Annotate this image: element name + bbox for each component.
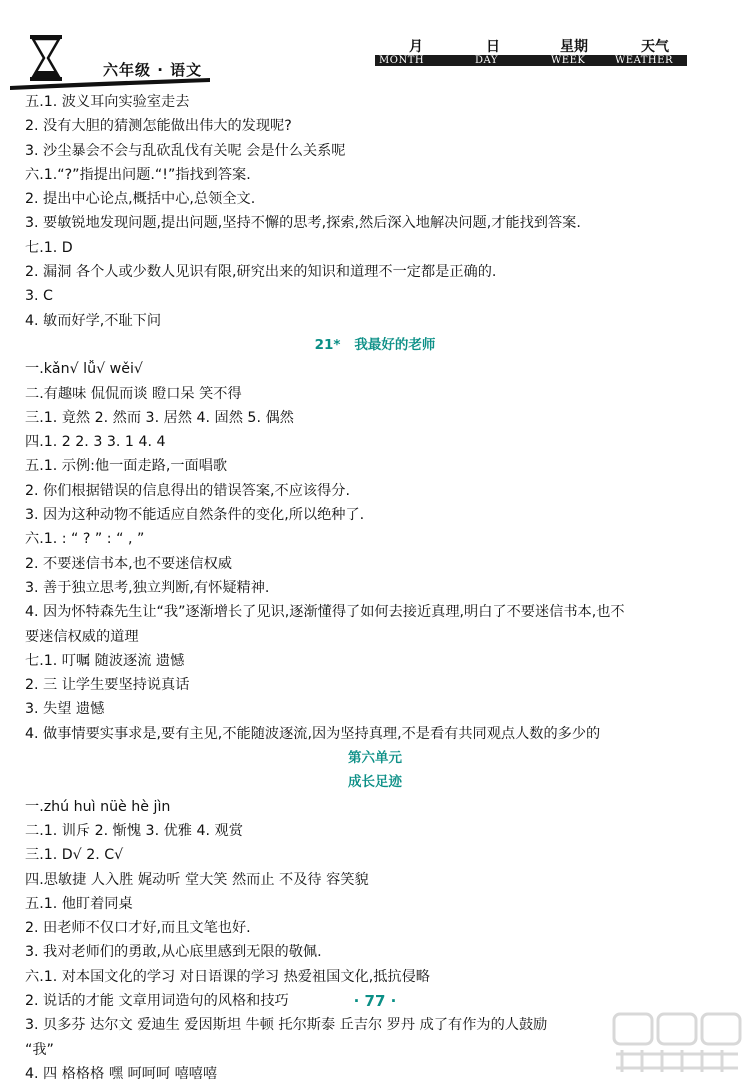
unit-title: 第六单元 — [348, 750, 402, 767]
lesson-heading — [25, 333, 725, 357]
answer-line: 4. 因为怀特森先生让“我”逐渐增长了见识,逐渐懂得了如何去接近真理,明白了不要迷信书本,也不 — [25, 604, 625, 621]
answer-line: 五.1. 他盯着同桌 — [25, 895, 133, 912]
answer-line: 2. 漏洞 各个人或少数人见识有限,研究出来的知识和道理不一定都是正确的. — [25, 264, 497, 281]
weather-en-label: WEATHER — [615, 55, 673, 66]
answer-line: 要迷信权威的道理 — [25, 628, 139, 645]
grade-subject-label: 六年级 · 语文 — [103, 61, 203, 79]
month-en-label: MONTH — [379, 55, 425, 66]
answer-line: 4. 四 格格格 嘿 呵呵呵 嘻嘻嘻 — [25, 1065, 218, 1082]
answer-line: 3. C — [25, 288, 53, 305]
answer-line: 3. 因为这种动物不能适应自然条件的变化,所以绝种了. — [25, 507, 365, 524]
answer-line: 二.有趣味 侃侃而谈 瞪口呆 笑不得 — [25, 385, 242, 402]
page-number: · 77 · — [353, 992, 397, 1010]
answer-line: 2. 没有大胆的猜测怎能做出伟大的发现呢? — [25, 118, 292, 135]
unit-subtitle: 成长足迹 — [348, 774, 402, 791]
week-label: 星期 — [560, 39, 588, 55]
answer-line: 3. 沙尘暴会不会与乱砍乱伐有关呢 会是什么关系呢 — [25, 142, 346, 159]
answer-content — [25, 90, 725, 1086]
answer-line: 三.1. D√ 2. C√ — [25, 847, 124, 864]
month-label: 月 — [409, 39, 423, 55]
page-header — [0, 0, 750, 90]
answer-line: 四.思敏捷 人入胜 娓动听 堂大笑 然而止 不及待 容笑貌 — [25, 871, 369, 888]
answer-line: 3. 失望 遗憾 — [25, 701, 105, 718]
answer-line: 六.1. : “ ? ” : “ , ” — [25, 531, 145, 548]
answer-line: 五.1. 示例:他一面走路,一面唱歌 — [25, 458, 228, 475]
answer-line: 2. 你们根据错误的信息得出的错误答案,不应该得分. — [25, 482, 351, 499]
answer-line: 3. 我对老师们的勇敢,从心底里感到无限的敬佩. — [25, 944, 322, 961]
lesson-number: 21* — [314, 336, 341, 353]
answer-line: 3. 善于独立思考,独立判断,有怀疑精神. — [25, 579, 270, 596]
week-en-label: WEEK — [551, 55, 586, 66]
answer-line: 2. 田老师不仅口才好,而且文笔也好. — [25, 920, 251, 937]
day-en-label: DAY — [475, 55, 498, 66]
lesson-title: 我最好的老师 — [354, 336, 436, 353]
weather-label: 天气 — [641, 39, 669, 55]
answer-line: 一.kǎn√ lǚ√ wěi√ — [25, 361, 143, 378]
answer-line: 七.1. D — [25, 239, 73, 256]
answer-line: 六.1.“?”指提出问题.“!”指找到答案. — [25, 166, 251, 183]
answer-line: 二.1. 训斥 2. 惭愧 3. 优雅 4. 观赏 — [25, 822, 243, 839]
answer-line: 3. 贝多芬 达尔文 爱迪生 爱因斯坦 牛顿 托尔斯泰 丘吉尔 罗丹 成了有作为的人鼓励 — [25, 1017, 548, 1034]
watermark-logo — [608, 1008, 746, 1074]
answer-line: 2. 提出中心论点,概括中心,总领全文. — [25, 191, 256, 208]
answer-line: 3. 要敏锐地发现问题,提出问题,坚持不懈的思考,探索,然后深入地解决问题,才能找到答案. — [25, 215, 581, 232]
answer-line: 三.1. 竟然 2. 然而 3. 居然 4. 固然 5. 偶然 — [25, 409, 294, 426]
answer-line: 2. 不要迷信书本,也不要迷信权威 — [25, 555, 232, 572]
answer-line: “我” — [25, 1041, 54, 1058]
answer-line: 4. 做事情要实事求是,要有主见,不能随波逐流,因为坚持真理,不是看有共同观点人数的多少的 — [25, 725, 601, 742]
answer-line: 五.1. 波义耳向实验室走去 — [25, 94, 190, 110]
answer-line: 七.1. 叮嘱 随波逐流 遗憾 — [25, 652, 185, 669]
answer-line: 2. 说话的才能 文章用词造句的风格和技巧 — [25, 992, 289, 1009]
day-label: 日 — [486, 39, 500, 55]
answer-line: 六.1. 对本国文化的学习 对日语课的学习 热爱祖国文化,抵抗侵略 — [25, 968, 430, 985]
answer-line: 一.zhú huì nüè hè jìn — [25, 798, 171, 815]
answer-line: 四.1. 2 2. 3 3. 1 4. 4 — [25, 434, 166, 451]
answer-line: 4. 敏而好学,不耻下问 — [25, 312, 162, 329]
answer-line: 2. 三 让学生要坚持说真话 — [25, 677, 190, 694]
